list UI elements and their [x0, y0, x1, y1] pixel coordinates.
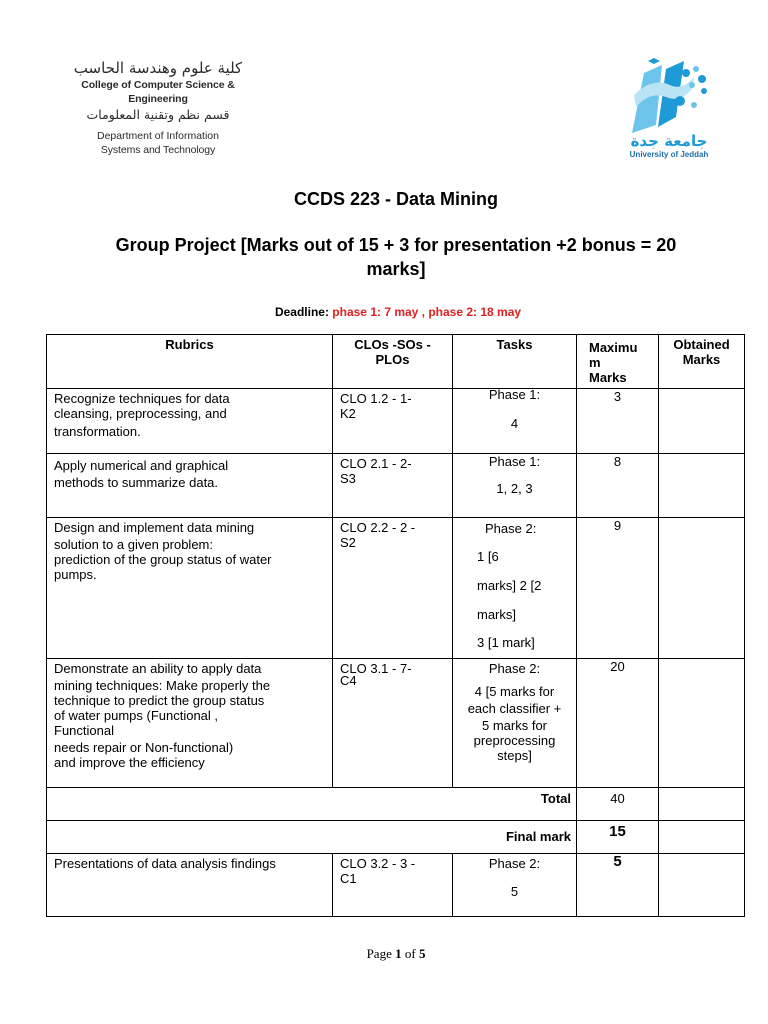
rubric-cell: Demonstrate an ability to apply data mining techniques: Make properly the technique to predict the group status of water pumps (Functional , Functional needs repair or Non-functional) and improve the efficiency [47, 659, 333, 788]
final-mark-label: Final mark [47, 821, 577, 854]
table-row [47, 659, 745, 788]
page-label: Page [366, 946, 392, 961]
deadline: Deadline: phase 1: 7 may , phase 2: 18 may [274, 305, 522, 319]
obtained-marks-cell[interactable] [659, 454, 745, 518]
project-subtitle-line-1: Group Project [Marks out of 15 + 3 for presentation +2 bonus = 20 [115, 235, 677, 255]
max-marks-cell: 8 [577, 454, 659, 518]
table-row [47, 389, 745, 454]
obtained-marks-cell[interactable] [659, 389, 745, 454]
college-name-arabic: كلية علوم وهندسة الحاسب [73, 59, 243, 77]
page-footer [0, 946, 768, 962]
tasks-cell: Phase 2: 1 [6 marks] 2 [2 marks] 3 [1 mark] [453, 518, 577, 659]
header-clos: CLOs -SOs - PLOs [333, 335, 453, 389]
rubric-table [46, 334, 745, 917]
deadline-value: phase 1: 7 may , phase 2: 18 may [332, 305, 522, 319]
clo-cell: CLO 3.2 - 3 - C1 [333, 854, 453, 917]
max-marks-cell: 20 [577, 659, 659, 788]
table-row [47, 454, 745, 518]
total-obtained-cell[interactable] [659, 788, 745, 821]
obtained-marks-cell[interactable] [659, 518, 745, 659]
total-row [47, 788, 745, 821]
page-number: 1 [395, 946, 402, 961]
tasks-cell: Phase 1: 4 [453, 389, 577, 454]
project-subtitle-line-2: marks] [366, 259, 426, 279]
department-name-english-1: Department of Information [97, 130, 219, 142]
tasks-cell: Phase 2: 5 [453, 854, 577, 917]
header-rubrics: Rubrics [47, 335, 333, 389]
final-obtained-cell[interactable] [659, 821, 745, 854]
rubric-cell: Apply numerical and graphical methods to summarize data. [47, 454, 333, 518]
table-header-row [47, 335, 745, 389]
of-label: of [404, 946, 416, 961]
deadline-label: Deadline [274, 305, 325, 319]
header-maximum-marks: Maximu m Marks [577, 335, 659, 389]
rubric-cell: Recognize techniques for data cleansing, preprocessing, and transformation. [47, 389, 333, 454]
tasks-cell: Phase 1: 1, 2, 3 [453, 454, 577, 518]
max-marks-cell: 3 [577, 389, 659, 454]
max-marks-cell: 5 [577, 854, 659, 917]
clo-cell: CLO 1.2 - 1- K2 [333, 389, 453, 454]
rubric-cell: Presentations of data analysis findings [47, 854, 333, 917]
header-obtained-marks: Obtained Marks [659, 335, 745, 389]
university-name-arabic: جامعة جدة [630, 132, 708, 150]
university-logo-icon [622, 55, 712, 137]
max-marks-cell: 9 [577, 518, 659, 659]
clo-cell: CLO 3.1 - 7- C4 [333, 659, 453, 788]
department-name-arabic: قسم نظم وتقنية المعلومات [86, 107, 230, 122]
college-name-english: College of Computer Science & Engineering [81, 79, 235, 105]
presentation-row [47, 854, 745, 917]
table-row [47, 518, 745, 659]
obtained-marks-cell[interactable] [659, 659, 745, 788]
header-tasks: Tasks [453, 335, 577, 389]
obtained-marks-cell[interactable] [659, 854, 745, 917]
college-header [58, 58, 258, 157]
total-pages: 5 [418, 946, 426, 961]
clo-cell: CLO 2.1 - 2- S3 [333, 454, 453, 518]
final-mark-row [47, 821, 745, 854]
university-name-english: University of Jeddah [629, 150, 709, 159]
clo-cell: CLO 2.2 - 2 - S2 [333, 518, 453, 659]
project-subtitle [60, 233, 732, 281]
rubric-cell: Design and implement data mining solution to a given problem: prediction of the group status of water pumps. [47, 518, 333, 659]
total-label: Total [47, 788, 577, 821]
course-title: CCDS 223 - Data Mining [293, 189, 499, 209]
total-value: 40 [577, 788, 659, 821]
department-name-english-2: Systems and Technology [100, 144, 216, 156]
tasks-cell: Phase 2: 4 [5 marks for each classifier + 5 marks for preprocessing steps] [453, 659, 577, 788]
final-mark-value: 15 [577, 821, 659, 854]
